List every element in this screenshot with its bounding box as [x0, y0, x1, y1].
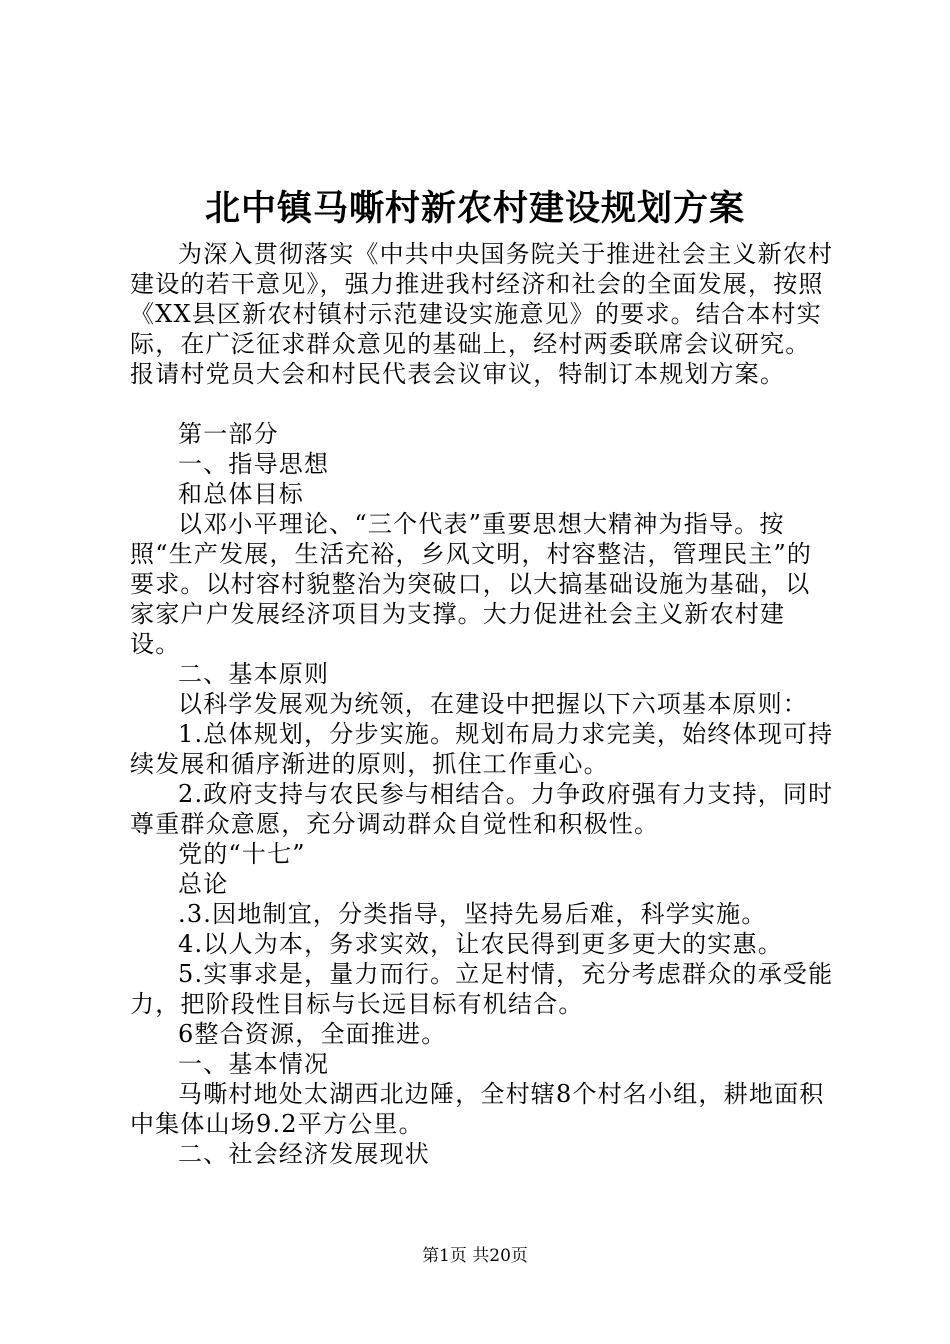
principle-item-3: .3.因地制宜，分类指导，坚持先易后难，科学实施。	[178, 900, 767, 928]
blank-line	[130, 389, 835, 419]
document-title: 北中镇马嘶村新农村建设规划方案	[204, 188, 745, 229]
paragraph-general: 总论	[178, 870, 229, 898]
principle-item-5: 5.实事求是，量力而行。立足村情，充分考虑群众的承受能力，把阶段性目标与长远目标有机结合。	[130, 960, 834, 1018]
principle-item-4: 4.以人为本，务求实效，让农民得到更多更大的实惠。	[178, 930, 783, 958]
heading-guiding-thought: 一、指导思想	[178, 450, 330, 478]
paragraph-principles-lead: 以科学发展观为统领，在建设中把握以下六项基本原则：	[178, 690, 808, 718]
heading-overall-goal: 和总体目标	[178, 480, 304, 508]
principle-item-2: 2.政府支持与农民参与相结合。力争政府强有力支持，同时尊重群众意愿，充分调动群众自觉性和积极性。	[130, 780, 834, 838]
paragraph-part-one: 第一部分	[178, 420, 279, 448]
paragraph-situation: 马嘶村地处太湖西北边陲，全村辖8个村名小组，耕地面积中集体山场9.2平方公里。	[130, 1080, 825, 1138]
heading-basic-situation: 一、基本情况	[178, 1050, 330, 1078]
page-footer: 第1页 共20页	[422, 1246, 528, 1266]
principle-item-6: 6整合资源，全面推进。	[178, 1020, 447, 1048]
heading-economic-status: 二、社会经济发展现状	[178, 1140, 430, 1168]
principle-item-1: 1.总体规划，分步实施。规划布局力求完美，始终体现可持续发展和循序渐进的原则，抓住工作重心。	[130, 720, 834, 778]
paragraph-guidance: 以邓小平理论、“三个代表”重要思想大精神为指导。按照“生产发展，生活充裕，乡风文明，村容整洁，管理民主”的要求。以村容村貌整治为突破口，以大搞基础设施为基础，以家家户户发展经济项目为支撑。大力促进社会主义新农村建设。	[130, 510, 813, 658]
paragraph-party-17: 党的“十七”	[178, 840, 306, 868]
heading-basic-principles: 二、基本原则	[178, 660, 330, 688]
paragraph-intro: 为深入贯彻落实《中共中央国务院关于推进社会主义新农村建设的若干意见》，强力推进我村经济和社会的全面发展，按照《XX县区新农村镇村示范建设实施意见》的要求。结合本村实际，在广泛征求群众意见的基础上，经村两委联席会议研究。报请村党员大会和村民代表会议审议，特制订本规划方案。	[130, 240, 834, 388]
document-body	[130, 239, 835, 1169]
